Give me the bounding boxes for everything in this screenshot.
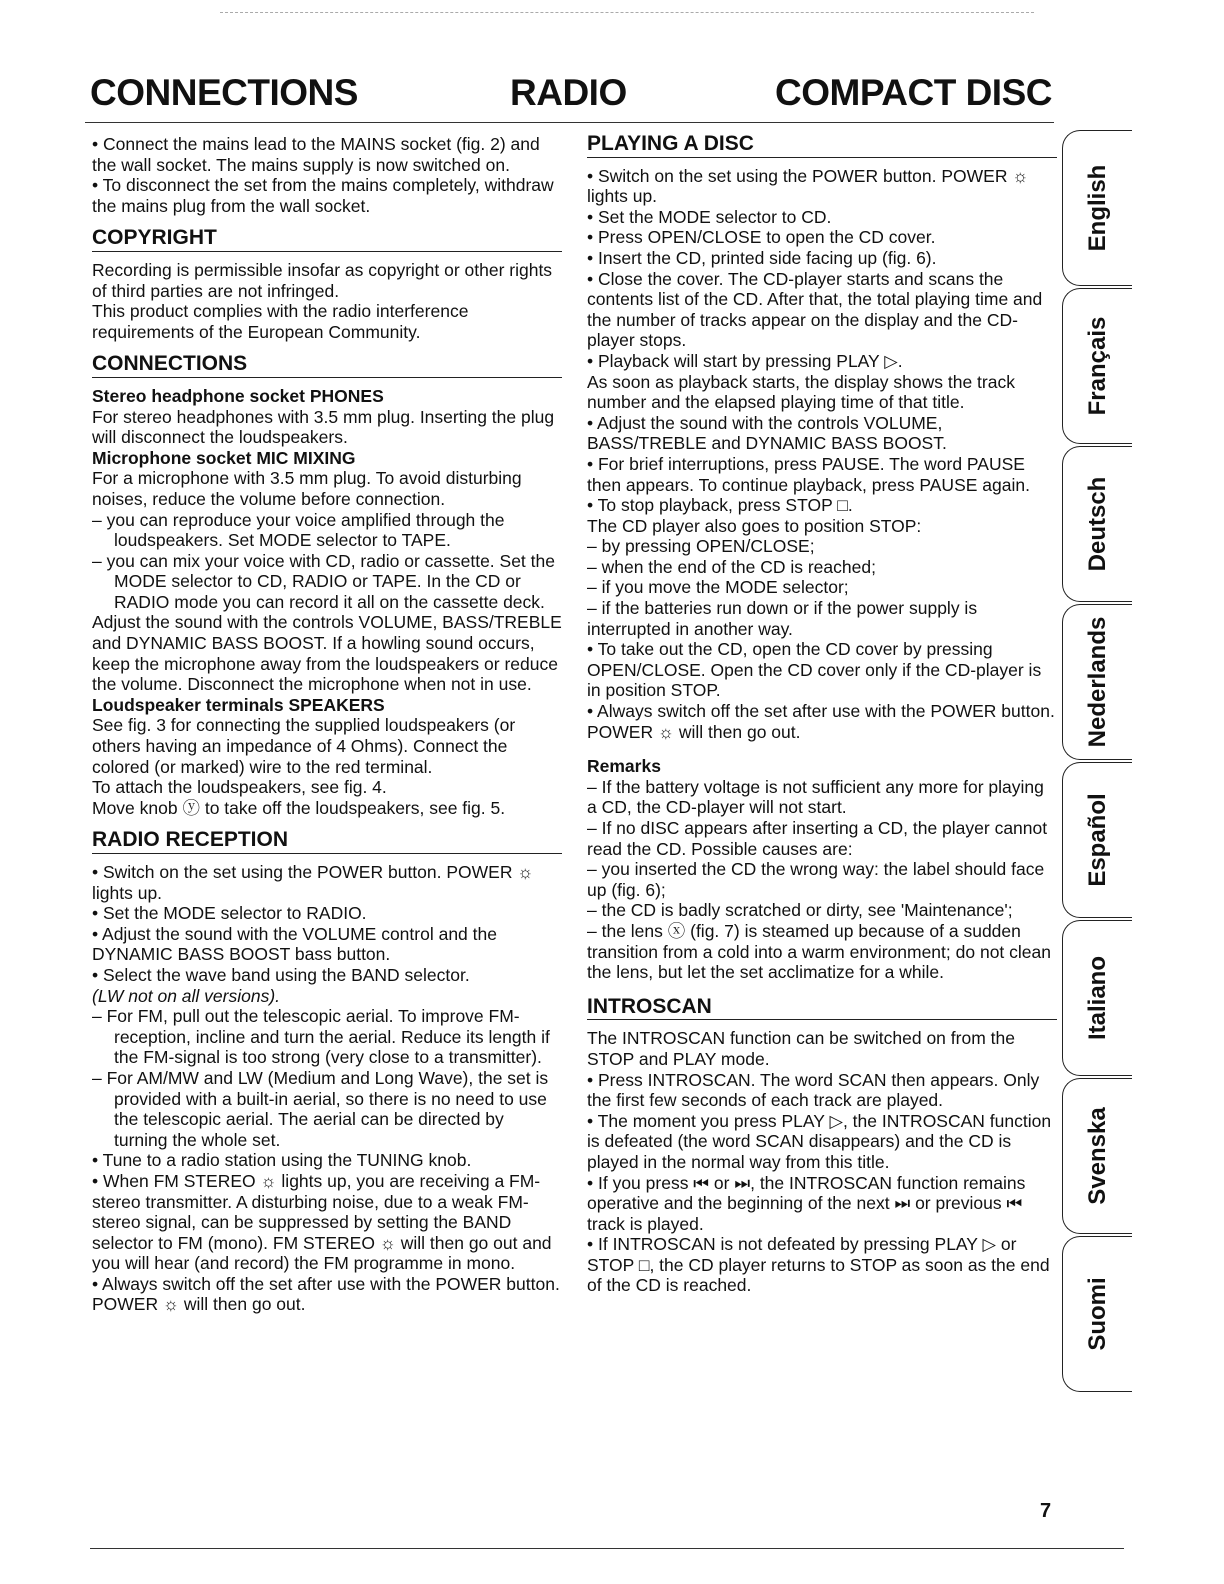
header-connections: CONNECTIONS (90, 72, 358, 113)
section-title: RADIO RECEPTION (92, 830, 562, 854)
text: • If you press ⏮ or ⏭, the INTROSCAN function remains operative and the beginning of the next ⏭ or previous ⏮ track is played. (587, 1172, 1026, 1234)
language-tab[interactable] (1062, 130, 1132, 286)
section-title: PLAYING A DISC (587, 134, 1057, 158)
text: Recording is permissible insofar as copyright or other rights of third parties are not infringed. (92, 259, 553, 301)
text: • If INTROSCAN is not defeated by pressing PLAY ▷ or STOP □, the CD player returns to STOP as soon as the end of the CD is reached. (587, 1234, 1050, 1296)
header-rule (85, 122, 1054, 123)
text: • To take out the CD, open the CD cover by pressing OPEN/CLOSE. Open the CD cover only if the CD-player is in position STOP. (587, 639, 1042, 701)
dash-item: – you can reproduce your voice amplified through the loudspeakers. Set MODE selector to TAPE. (92, 509, 505, 551)
dash-item: – the lens ⓧ (fig. 7) is steamed up because of a sudden transition from a cold into a warm environment; do not clean the lens, but let the set acclimatize for a while. (587, 920, 1051, 983)
dash-item: – For FM, pull out the telescopic aerial. To improve FM-reception, incline and turn the aerial. Reduce its length if the FM-signal is too strong (very close to a transmitter). (92, 1006, 550, 1068)
bottom-rule (90, 1548, 1124, 1549)
subheading: Microphone socket MIC MIXING (92, 447, 356, 468)
dash-item: – the CD is badly scratched or dirty, see 'Maintenance'; (587, 900, 1013, 921)
dash-item: – you can mix your voice with CD, radio or cassette. Set the MODE selector to CD, RADIO or TAPE. In the CD or RADIO mode you can record it all on the cassette deck. (92, 550, 555, 612)
text: The CD player also goes to position STOP: (587, 515, 922, 536)
text: • Press OPEN/CLOSE to open the CD cover. (587, 227, 936, 248)
language-tab[interactable] (1062, 288, 1132, 444)
dash-item: – by pressing OPEN/CLOSE; (587, 536, 815, 557)
text: • To stop playback, press STOP □. (587, 495, 853, 516)
text: See fig. 3 for connecting the supplied loudspeakers (or others having an impedance of 4 Ohms). Connect the colored (or marked) wire to the red terminal. (92, 715, 516, 777)
text: As soon as playback starts, the display shows the track number and the elapsed playing time of that title. (587, 371, 1015, 413)
text: (LW not on all versions). (92, 985, 281, 1006)
text: To attach the loudspeakers, see fig. 4. (92, 777, 387, 798)
text: • Tune to a radio station using the TUNING knob. (92, 1150, 472, 1171)
language-tab[interactable] (1062, 1078, 1132, 1234)
text: Move knob ⓨ to take off the loudspeakers, see fig. 5. (92, 797, 506, 818)
dash-item: – if the batteries run down or if the power supply is interrupted in another way. (587, 598, 978, 639)
dash-item: – when the end of the CD is reached; (587, 556, 876, 577)
text: • For brief interruptions, press PAUSE. The word PAUSE then appears. To continue playback, press PAUSE again. (587, 453, 1030, 495)
text: • Always switch off the set after use with the POWER button. POWER ☼ will then go out. (587, 701, 1055, 742)
section-title: COPYRIGHT (92, 228, 562, 252)
text: • Always switch off the set after use with the POWER button. POWER ☼ will then go out. (92, 1273, 560, 1315)
middle-column (587, 134, 1057, 1296)
text: • Press INTROSCAN. The word SCAN then appears. Only the first few seconds of each track are played. (587, 1069, 1040, 1111)
top-scan-line (220, 12, 1034, 13)
language-tab[interactable] (1062, 920, 1132, 1076)
text: • Adjust the sound with the VOLUME control and the DYNAMIC BASS BOOST bass button. (92, 923, 497, 965)
text: • To disconnect the set from the mains completely, withdraw the mains plug from the wall socket. (92, 175, 554, 216)
left-column (92, 134, 562, 1315)
text: • Set the MODE selector to CD. (587, 206, 832, 227)
language-tab[interactable] (1062, 604, 1132, 760)
tab-label: Español (1083, 793, 1111, 887)
text: • Connect the mains lead to the MAINS socket (fig. 2) and the wall socket. The mains supply is now switched on. (92, 134, 540, 175)
text: • Insert the CD, printed side facing up (fig. 6). (587, 247, 937, 268)
text: • Switch on the set using the POWER button. POWER ☼ lights up. (92, 862, 534, 903)
dash-item: – you inserted the CD the wrong way: the label should face up (fig. 6); (587, 859, 1045, 900)
tab-label: Svenska (1083, 1107, 1111, 1205)
language-tabs (1062, 130, 1132, 1394)
tab-label: Deutsch (1083, 476, 1111, 572)
subheading: Stereo headphone socket PHONES (92, 385, 384, 406)
text: • Switch on the set using the POWER button. POWER ☼ lights up. (587, 165, 1029, 207)
text: • Close the cover. The CD-player starts and scans the contents list of the CD. After that, the total playing time and the number of tracks appear on the display and the CD-player stops. (587, 268, 1043, 351)
page-number: 7 (1040, 1500, 1052, 1522)
text: Adjust the sound with the controls VOLUME, BASS/TREBLE and DYNAMIC BASS BOOST. If a howling sound occurs, keep the microphone away from the loudspeakers or reduce the volume. Disconnect the microphone when not in use. (92, 612, 562, 695)
text: • The moment you press PLAY ▷, the INTROSCAN function is defeated (the word SCAN disappears) and the CD is played in the normal way from this title. (587, 1110, 1052, 1172)
text: • Adjust the sound with the controls VOLUME, BASS/TREBLE and DYNAMIC BASS BOOST. (587, 412, 947, 454)
header-compact-disc: COMPACT DISC (775, 72, 1052, 113)
tab-label: Nederlands (1083, 616, 1111, 748)
page-header (90, 72, 1054, 122)
text: • When FM STEREO ☼ lights up, you are receiving a FM-stereo transmitter. A disturbing noise, due to a weak FM-stereo signal, can be suppressed by setting the BAND selector to FM (mono). FM STEREO ☼ will then go out and you will hear (and record) the FM programme in mono. (92, 1170, 552, 1274)
language-tab[interactable] (1062, 762, 1132, 918)
subheading: Loudspeaker terminals SPEAKERS (92, 694, 385, 715)
section-title: CONNECTIONS (92, 354, 562, 378)
subheading: Remarks (587, 756, 661, 777)
tab-label: Suomi (1083, 1277, 1111, 1351)
tab-label: Italiano (1083, 955, 1111, 1041)
text: For stereo headphones with 3.5 mm plug. Inserting the plug will disconnect the loudspeakers. (92, 406, 555, 448)
dash-item: – If no dISC appears after inserting a CD, the player cannot read the CD. Possible causes are: (587, 818, 1048, 859)
dash-item: – For AM/MW and LW (Medium and Long Wave), the set is provided with a built-in aerial, so there is no need to use the telescopic aerial. The aerial can be directed by turning the whole set. (92, 1067, 549, 1150)
text: This product complies with the radio interference requirements of the European Community. (92, 301, 469, 342)
text: • Playback will start by pressing PLAY ▷. (587, 350, 903, 371)
tab-label: Français (1083, 316, 1111, 416)
dash-item: – If the battery voltage is not sufficient any more for playing a CD, the CD-player will not start. (587, 776, 1044, 818)
text: • Select the wave band using the BAND selector. (92, 964, 470, 985)
header-radio: RADIO (510, 72, 627, 113)
text: • Set the MODE selector to RADIO. (92, 903, 367, 924)
section-title: INTROSCAN (587, 997, 1057, 1021)
dash-item: – if you move the MODE selector; (587, 577, 849, 598)
tab-label: English (1083, 164, 1111, 252)
language-tab[interactable] (1062, 1236, 1132, 1392)
language-tab[interactable] (1062, 446, 1132, 602)
text: The INTROSCAN function can be switched on from the STOP and PLAY mode. (587, 1028, 1015, 1069)
text: For a microphone with 3.5 mm plug. To avoid disturbing noises, reduce the volume before connection. (92, 468, 522, 509)
